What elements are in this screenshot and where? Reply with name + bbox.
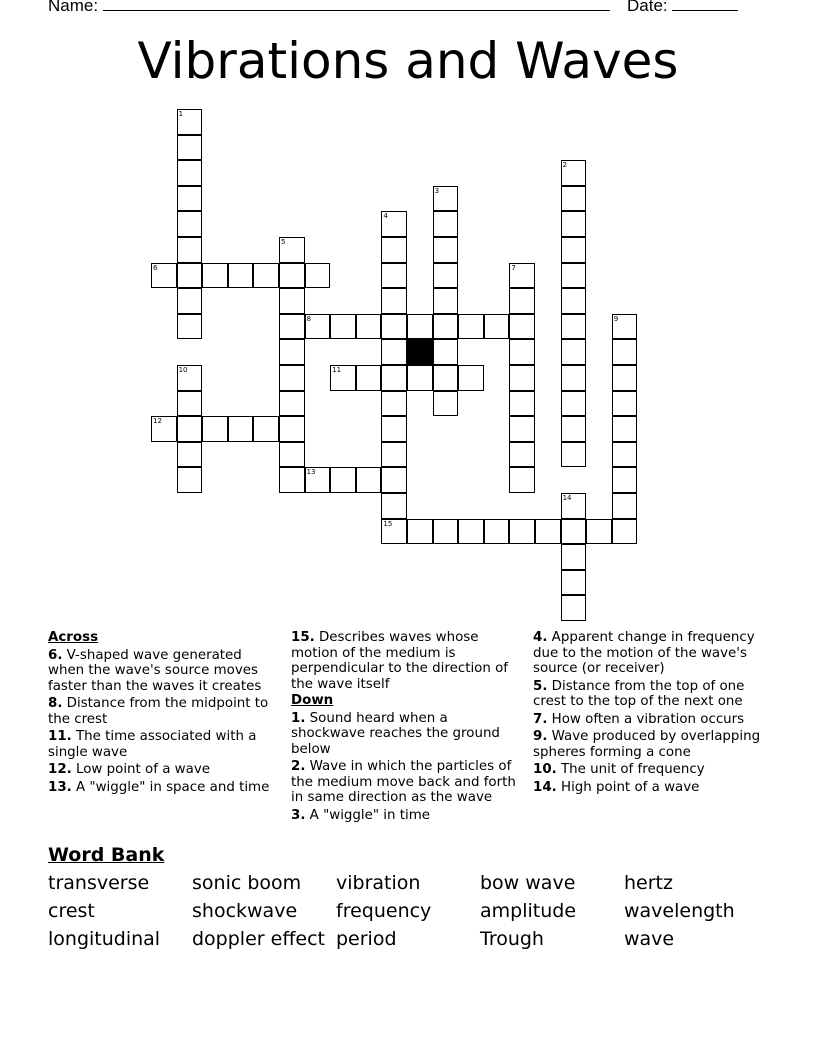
crossword-cell[interactable] [177, 237, 203, 263]
crossword-cell[interactable] [561, 365, 587, 391]
word-bank-item: shockwave [192, 900, 298, 922]
crossword-cell[interactable] [561, 595, 587, 621]
clue-across-12: 12. Low point of a wave [48, 762, 210, 777]
clue-number: 12 [153, 417, 162, 426]
clue-number: 11 [332, 366, 342, 374]
crossword-cell[interactable] [458, 314, 484, 340]
word-bank-item: amplitude [480, 900, 577, 922]
clue-across-6: 6. V-shaped wave generated when the wave's source moves faster than the waves it creates [48, 647, 262, 694]
crossword-cell[interactable] [279, 314, 305, 340]
crossword-cell[interactable] [279, 365, 305, 391]
clue-down-9: 9. Wave produced by overlapping spheres forming a cone [533, 729, 761, 760]
page-title: Vibrations and Waves [137, 32, 679, 90]
clue-number: 2 [562, 161, 568, 170]
crossword-cell[interactable] [561, 160, 587, 186]
crossword-cell[interactable] [407, 519, 433, 545]
crossword-cell[interactable] [612, 339, 638, 365]
crossword-cell[interactable] [177, 211, 203, 237]
crossword-cell[interactable] [612, 416, 638, 442]
clue-across-8: 8. Distance from the midpoint to the crest [48, 696, 269, 727]
word-bank-item: period [336, 928, 397, 950]
crossword-cell[interactable] [407, 365, 433, 391]
crossword-cell[interactable] [381, 288, 407, 314]
word-bank-item: transverse [48, 872, 150, 894]
crossword-cell[interactable] [433, 314, 459, 340]
crossword-cell[interactable] [381, 237, 407, 263]
crossword-cell[interactable] [561, 519, 587, 545]
crossword-cell[interactable] [433, 263, 459, 289]
clue-across-11: 11. The time associated with a single wave [48, 729, 257, 760]
clues-column-2 [291, 629, 523, 823]
crossword-cell[interactable] [279, 416, 305, 442]
crossword-cell[interactable] [612, 493, 638, 519]
crossword-cell[interactable] [433, 519, 459, 545]
word-bank-item: vibration [336, 872, 421, 894]
clue-down-3: 3. A "wiggle" in time [291, 807, 431, 823]
crossword-cell[interactable] [509, 314, 535, 340]
crossword-cell[interactable] [509, 391, 535, 417]
crossword-cell[interactable] [561, 237, 587, 263]
crossword-cell[interactable] [561, 339, 587, 365]
crossword-cell[interactable] [433, 288, 459, 314]
clue-down-4: 4. Apparent change in frequency due to the motion of the wave's source (or receiver) [533, 630, 755, 676]
crossword-cell[interactable] [228, 416, 254, 442]
crossword-cell[interactable] [612, 391, 638, 417]
word-bank-item: Trough [480, 928, 544, 950]
crossword-cell[interactable] [202, 416, 228, 442]
clue-down-7: 7. How often a vibration occurs [533, 711, 745, 727]
clue-across-15: 15. Describes waves whose motion of the medium is perpendicular to the direction of the wave itself [291, 630, 509, 692]
crossword-cell[interactable] [484, 519, 510, 545]
crossword-cell[interactable] [177, 391, 203, 417]
word-bank-item: crest [48, 900, 95, 922]
crossword-cell[interactable] [561, 570, 587, 596]
crossword-cell[interactable] [151, 416, 177, 442]
crossword-cell[interactable] [330, 467, 356, 493]
clue-number: 8 [306, 314, 312, 323]
crossword-cell[interactable] [177, 288, 203, 314]
crossword-cell[interactable] [561, 416, 587, 442]
crossword-cell[interactable] [458, 519, 484, 545]
crossword-cell[interactable] [253, 416, 279, 442]
clue-down-2: 2. Wave in which the particles of the medium move back and forth in same direction as the wave [291, 759, 516, 805]
crossword-cell[interactable] [279, 263, 305, 289]
clue-number: 5 [281, 238, 286, 246]
crossword-cell[interactable] [381, 365, 407, 391]
word-bank-item: hertz [624, 872, 673, 894]
crossword-cell[interactable] [381, 314, 407, 340]
word-bank-item: frequency [336, 900, 432, 922]
crossword-cell[interactable] [279, 339, 305, 365]
crossword-cell[interactable] [356, 467, 382, 493]
clue-number: 15 [383, 519, 393, 528]
crossword-cell[interactable] [509, 467, 535, 493]
crossword-cell[interactable] [561, 544, 587, 570]
crossword-cell[interactable] [433, 211, 459, 237]
crossword-cell[interactable] [612, 467, 638, 493]
word-bank-title: Word Bank [48, 844, 165, 866]
crossword-cell[interactable] [561, 186, 587, 212]
across-heading: Across [48, 630, 99, 645]
word-bank-item: wavelength [624, 900, 735, 922]
crossword-cell[interactable] [433, 237, 459, 263]
crossword-cell[interactable] [177, 109, 203, 135]
word-bank-item: longitudinal [48, 928, 161, 950]
crossword-cell[interactable] [381, 416, 407, 442]
clue-number: 3 [434, 186, 440, 195]
crossword-cell[interactable] [509, 263, 535, 289]
date-label: Date: [627, 0, 668, 15]
crossword-cell[interactable] [381, 467, 407, 493]
crossword-cell[interactable] [433, 365, 459, 391]
crossword-cell[interactable] [279, 237, 305, 263]
crossword-cell[interactable] [381, 519, 407, 545]
crossword-cell[interactable] [433, 391, 459, 417]
crossword-cell[interactable] [330, 314, 356, 340]
crossword-cell[interactable] [561, 493, 587, 519]
crossword-cell[interactable] [561, 263, 587, 289]
word-bank-item: wave [624, 928, 675, 950]
crossword-cell[interactable] [586, 519, 612, 545]
crossword-cell[interactable] [305, 314, 331, 340]
crossword-cell[interactable] [279, 391, 305, 417]
clue-across-13: 13. A "wiggle" in space and time [48, 779, 270, 795]
crossword-cell[interactable] [535, 519, 561, 545]
crossword-cell[interactable] [612, 442, 638, 468]
crossword-cell[interactable] [305, 263, 331, 289]
clues-column-1 [48, 629, 276, 795]
black-cell [407, 339, 433, 365]
crossword-cell[interactable] [279, 288, 305, 314]
crossword-cell[interactable] [177, 314, 203, 340]
crossword-cell[interactable] [561, 288, 587, 314]
crossword-cell[interactable] [509, 519, 535, 545]
clue-number: 9 [613, 314, 619, 323]
clue-number: 4 [383, 212, 388, 221]
crossword-cell[interactable] [330, 365, 356, 391]
crossword-cell[interactable] [484, 314, 510, 340]
crossword-cell[interactable] [177, 186, 203, 212]
crossword-cell[interactable] [177, 442, 203, 468]
crossword-cell[interactable] [509, 339, 535, 365]
clue-down-1: 1. Sound heard when a shockwave reaches the ground below [291, 710, 500, 757]
clue-down-14: 14. High point of a wave [533, 779, 700, 795]
crossword-cell[interactable] [433, 339, 459, 365]
crossword-cell[interactable] [253, 263, 279, 289]
crossword-cell[interactable] [177, 416, 203, 442]
crossword-cell[interactable] [177, 263, 203, 289]
crossword-cell[interactable] [228, 263, 254, 289]
clue-number: 6 [153, 263, 158, 272]
crossword-cell[interactable] [381, 493, 407, 519]
crossword-cell[interactable] [177, 365, 203, 391]
crossword-cell[interactable] [177, 135, 203, 161]
clue-number: 14 [562, 494, 572, 502]
crossword-cell[interactable] [561, 314, 587, 340]
word-bank-item: bow wave [480, 872, 576, 894]
crossword-cell[interactable] [151, 263, 177, 289]
crossword-cell[interactable] [561, 211, 587, 237]
crossword-cell[interactable] [177, 160, 203, 186]
crossword-cell[interactable] [458, 365, 484, 391]
crossword-cell[interactable] [381, 211, 407, 237]
crossword-cell[interactable] [612, 519, 638, 545]
crossword-cell[interactable] [356, 314, 382, 340]
crossword-cell[interactable] [509, 365, 535, 391]
crossword-cell[interactable] [561, 442, 587, 468]
crossword-cell[interactable] [356, 365, 382, 391]
crossword-cell[interactable] [279, 467, 305, 493]
crossword-cell[interactable] [381, 339, 407, 365]
word-bank-item: doppler effect [192, 928, 325, 950]
clue-number: 13 [306, 468, 316, 477]
crossword-cell[interactable] [509, 288, 535, 314]
crossword-cell[interactable] [305, 467, 331, 493]
crossword-cell[interactable] [612, 314, 638, 340]
crossword-cell[interactable] [177, 467, 203, 493]
clue-down-10: 10. The unit of frequency [533, 762, 705, 777]
crossword-cell[interactable] [381, 391, 407, 417]
down-heading: Down [291, 693, 334, 708]
crossword-cell[interactable] [612, 365, 638, 391]
crossword-cell[interactable] [433, 186, 459, 212]
crossword-cell[interactable] [407, 314, 433, 340]
word-bank-item: sonic boom [192, 872, 302, 894]
clue-down-5: 5. Distance from the top of one crest to the top of the next one [533, 678, 745, 709]
crossword-cell[interactable] [381, 263, 407, 289]
clue-number: 1 [178, 110, 184, 118]
crossword-cell[interactable] [279, 442, 305, 468]
name-label: Name: [48, 0, 99, 15]
crossword-cell[interactable] [202, 263, 228, 289]
crossword-cell[interactable] [381, 442, 407, 468]
clue-number: 10 [178, 366, 188, 374]
crossword-cell[interactable] [509, 416, 535, 442]
clues-column-3 [533, 629, 761, 795]
clue-number: 7 [511, 263, 516, 272]
crossword-cell[interactable] [561, 391, 587, 417]
crossword-cell[interactable] [509, 442, 535, 468]
